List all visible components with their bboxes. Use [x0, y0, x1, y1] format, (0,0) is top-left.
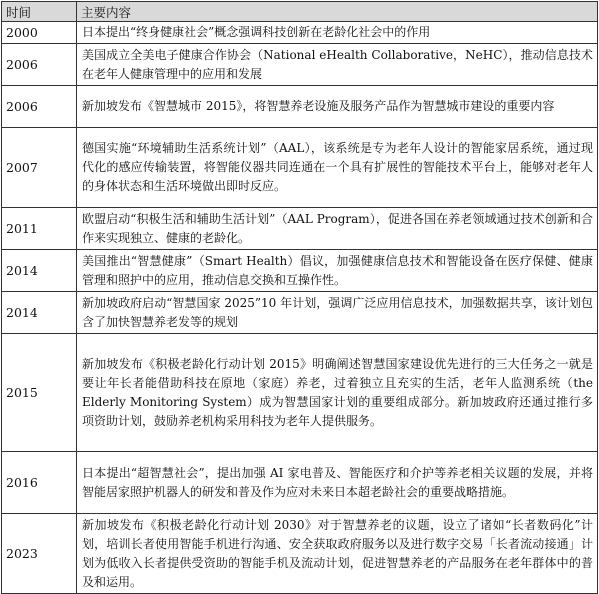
table-row: [2, 250, 598, 292]
table-row: [2, 514, 598, 594]
row-content: 日本提出“超智慧社会”，提出加强 AI 家电普及、智能医疗和介护等养老相关议题的发展，并将智能居家照护机器人的研发和普及作为应对未来日本超老龄社会的重要战略措施。: [77, 452, 598, 514]
row-content: 美国推出“智慧健康”（Smart Health）倡议，加强健康信息技术和智能设备在医疗保健、健康管理和照护中的应用，推动信息交换和互操作性。: [77, 250, 598, 292]
header-year: 时间: [2, 2, 77, 22]
row-content: 新加坡政府启动“智慧国家 2025”10 年计划，强调广泛应用信息技术，加强数据共享，该计划包含了加快智慧养老发等的规划: [77, 292, 598, 334]
table-row: [2, 22, 598, 44]
row-year: 2006: [2, 44, 77, 86]
row-year: 2015: [2, 334, 77, 452]
row-content: 美国成立全美电子健康合作协会（National eHealth Collaborative，NeHC），推动信息技术在老年人健康管理中的应用和发展: [77, 44, 598, 86]
table-row: [2, 452, 598, 514]
table-row: [2, 128, 598, 208]
row-content: 日本提出“终身健康社会”概念强调科技创新在老龄化社会中的作用: [77, 22, 598, 44]
row-year: 2014: [2, 250, 77, 292]
table-row: [2, 334, 598, 452]
row-content: 新加坡发布《积极老龄化行动计划 2015》明确阐述智慧国家建设优先进行的三大任务之一就是要让年长者能借助科技在原地（家庭）养老，过着独立且充实的生活，老年人监测系统（the Elderly Monitoring System）成为智慧国家计划的重要组成部分。新加坡政府还通过推行多项资助计划，鼓励养老机构采用科技为老年人提供服务。: [77, 334, 598, 452]
row-year: 2006: [2, 86, 77, 128]
row-content: 德国实施“环境辅助生活系统计划”（AAL），该系统是专为老年人设计的智能家居系统，通过现代化的感应传输装置，将智能仪器共同连通在一个具有扩展性的智能技术平台上，能够对老年人的身体状态和生活环境做出即时反应。: [77, 128, 598, 208]
row-year: 2016: [2, 452, 77, 514]
row-year: 2011: [2, 208, 77, 250]
table-row: [2, 292, 598, 334]
row-content: 新加坡发布《智慧城市 2015》，将智慧养老设施及服务产品作为智慧城市建设的重要内容: [77, 86, 598, 128]
row-year: 2023: [2, 514, 77, 594]
policy-timeline-table: [1, 1, 598, 594]
table-row: [2, 44, 598, 86]
row-year: 2014: [2, 292, 77, 334]
header-content: 主要内容: [77, 2, 598, 22]
table-row: [2, 208, 598, 250]
table-header-row: [2, 2, 598, 22]
table-row: [2, 86, 598, 128]
row-content: 欧盟启动“积极生活和辅助生活计划”（AAL Program），促进各国在养老领域通过技术创新和合作来实现独立、健康的老龄化。: [77, 208, 598, 250]
row-year: 2007: [2, 128, 77, 208]
row-year: 2000: [2, 22, 77, 44]
row-content: 新加坡发布《积极老龄化行动计划 2030》对于智慧养老的议题，设立了诸如“长者数码化”计划，培训长者使用智能手机进行沟通、安全获取政府服务以及进行数字交易「长者流动接通」计划为低收入长者提供受资助的智能手机及流动计划，促进智慧养老的产品服务在老年群体中的普及和运用。: [77, 514, 598, 594]
